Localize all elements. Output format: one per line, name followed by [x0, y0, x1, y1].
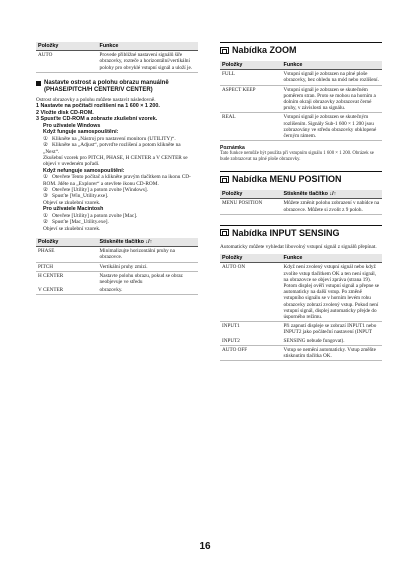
step-3: 3 Spusťte CD-ROM a zobrazte zkušební vzorek.: [36, 116, 158, 123]
table-row: [220, 322, 382, 337]
table-header: [220, 190, 382, 199]
no-autorun-heading: Když nefunguje samospouštění:: [43, 167, 125, 174]
table-row: [220, 113, 382, 141]
left-column: [36, 42, 198, 295]
step-1: 1 Nastavte na počítači rozlišení na 1 600 × 1 200.: [36, 103, 160, 110]
windows-step-1: ① Klikněte na „Nástroj pro nastavení monitoru (UTILITY)“.: [43, 135, 176, 142]
row-item: INPUT2: [220, 337, 282, 346]
row-function: Když není zvolený vstupní signál nebo když zvolíte vstup tlačítkem OK a ten není signál, na obrazovce se objeví zpráva (strana 19). Potom displej ověří vstupní signál a přepne se automaticky na další vstup. Po změně vstupního signálu se v horním levém rohu obrazovky zobrazí zvolený vstup. Pokud není vstupní signál, displej automaticky přejde do úsporného režimu.: [282, 263, 382, 322]
header-press-button: Stiskněte tlačítko ↓/↑: [282, 190, 382, 199]
row-item: PHASE: [36, 247, 98, 262]
section-intro: Ostrost obrazovky a polohu můžete nastavit následovně.: [36, 96, 156, 103]
row-function: Provede přibližné nastavení signálů šíře obrazovky, rozteče a horizontální/vertikální polohy pro obvyklé vstupní signál a uloží je.: [98, 51, 198, 73]
section-subtitle: (PHASE/PITCH/H CENTER/V CENTER): [44, 86, 153, 93]
row-item: AUTO: [36, 51, 98, 73]
table-header: [36, 42, 198, 51]
table-row: [220, 70, 382, 85]
row-function: SENSING nebude fungovat).: [282, 337, 382, 346]
table-row: [36, 262, 198, 271]
mac-step-2: ② Spusťte [Mac_Utility.exe].: [43, 219, 109, 226]
table-row: [220, 199, 382, 214]
input-sensing-intro: Automaticky můžete vyhledat libovolný vstupní signál z signálů přepínat.: [220, 243, 377, 250]
page-number: 16: [199, 541, 211, 552]
header-items: Položky: [220, 61, 282, 70]
header-items: Položky: [36, 238, 98, 247]
row-item: V CENTER: [36, 286, 98, 295]
row-item: MENU POSITION: [220, 199, 282, 214]
zoom-heading: [220, 42, 382, 58]
row-function: Nastavte polohu obrazu, pokud se obraz neobjevuje ve středu: [99, 272, 183, 286]
zoom-table: [220, 61, 382, 141]
table-row: [220, 85, 382, 113]
input-sensing-title: Nabídka INPUT SENSING: [232, 227, 340, 238]
table-row: [36, 51, 198, 73]
windows-step-2: ② Klikněte na „Adjust“, potvrďte rozlišení a potom klikněte na „Next“.: [43, 142, 181, 155]
right-column: [220, 42, 382, 361]
menu-position-icon: [220, 176, 229, 183]
row-item: PITCH: [36, 262, 98, 271]
table-header: [220, 61, 382, 70]
row-function: obrazovky.: [98, 286, 198, 295]
table-header: [36, 238, 198, 247]
row-function: Při zapnutí displeje se zobrazí INPUT1 nebo INPUT2 jako počáteční nastavení (INPUT: [283, 323, 377, 336]
table-header: [220, 254, 382, 263]
input-sensing-table: [220, 254, 382, 361]
manual-result: Objeví se zkušební vzorek.: [43, 199, 101, 206]
table-row: [220, 345, 382, 360]
row-function: Vstup se nemění automaticky. Vstup změňte stisknutím tlačítka OK.: [282, 345, 382, 360]
row-function: Vstupní signál je zobrazen se skutečným rozlišením. Signály Sub-1 600 × 1 200 jsou zobrazovány ve středu obrazovky obklopené černým rámem.: [282, 113, 382, 141]
zoom-title: Nabídka ZOOM: [232, 45, 297, 55]
table-row: [220, 263, 382, 322]
row-item: AUTO OFF: [220, 345, 282, 360]
note-text: Tato funkce nemůže být použita při vstupním signálu 1 600 × 1 200. Obrázek se bude zobrazovat na plné ploše obrazovky.: [220, 151, 374, 163]
note-title: Poznámka: [220, 145, 245, 152]
header-function: Funkce: [98, 42, 198, 51]
phase-pitch-table: [36, 238, 198, 295]
header-items: Položky: [36, 42, 98, 51]
row-item: ASPECT KEEP: [220, 85, 282, 113]
windows-result: Zkušební vzorek pro PITCH, PHASE, H CENTER a V CENTER se objeví v uvedeném pořadí.: [43, 154, 188, 168]
row-function: Můžete změnit polohu zobrazení v nabídce na obrazovce. Můžete si zvolit z 9 poloh.: [282, 199, 382, 214]
row-item: INPUT1: [222, 323, 240, 330]
menu-position-table: [220, 190, 382, 215]
row-function: Vstupní signál je zobrazen na plné ploše obrazovky, bez ohledu na mód nebo rozlišení.: [282, 70, 382, 85]
row-item: FULL: [220, 70, 282, 85]
header-items: Položky: [220, 190, 282, 199]
row-function: Vstupní signál je zobrazen se skutečném poměrem stran. Proto se mohou na horním a dolním okraji obrazovky zobrazovat černé pruhy, v závislosti na signálu.: [282, 85, 382, 113]
mac-result: Objeví se zkušební vzorek.: [43, 225, 101, 232]
row-function: Minimalizujte horizontální pruhy na obrazovce.: [98, 247, 198, 262]
header-function: Funkce: [282, 254, 382, 263]
header-items: Položky: [220, 254, 282, 263]
menu-position-title: Nabídka MENU POSITION: [232, 174, 342, 185]
table-row: [220, 337, 382, 346]
table-row: [36, 247, 198, 262]
mac-step-1: ① Otevřete [Utility] a potom zvolte [Mac].: [43, 212, 138, 219]
zoom-menu-icon: [220, 47, 229, 54]
input-sensing-heading: [220, 225, 382, 241]
input-sensing-icon: [220, 229, 229, 236]
square-bullet-icon: [36, 81, 41, 86]
manual-step-2: ② Otevřete [Utility] a potom zvolte [Windows].: [43, 187, 148, 194]
manual-step-3: ③ Spusťte [Win_Utility.exe].: [43, 193, 109, 200]
autorun-heading: Když funguje samospouštění:: [43, 129, 119, 136]
section-heading: [36, 80, 198, 94]
mac-heading: Pro uživatele Macintosh: [43, 206, 104, 213]
step-2: 2 Vložte disk CD-ROM.: [36, 109, 94, 116]
row-item: H CENTER: [38, 272, 64, 279]
table-row: [36, 286, 198, 295]
row-item: REAL: [220, 113, 282, 141]
header-press-button: Stiskněte tlačítko ↓/↑: [98, 238, 198, 247]
table-row: [36, 271, 198, 286]
menu-position-heading: [220, 171, 382, 187]
section-title: Nastavte ostrost a polohu obrazu manuálně: [44, 79, 169, 86]
header-function: Funkce: [282, 61, 382, 70]
row-item: AUTO ON: [220, 263, 282, 322]
manual-step-1: ① Otevřete Tento počítač a klikněte pravým tlačítkem na ikonu CD-ROM. Jděte na „Explorer“ a otevřete ikonu CD-ROM.: [43, 174, 191, 187]
row-function: Vertikální pruhy zmizí.: [98, 262, 198, 271]
windows-heading: Pro uživatele Windows: [43, 122, 101, 129]
auto-table: [36, 42, 198, 73]
